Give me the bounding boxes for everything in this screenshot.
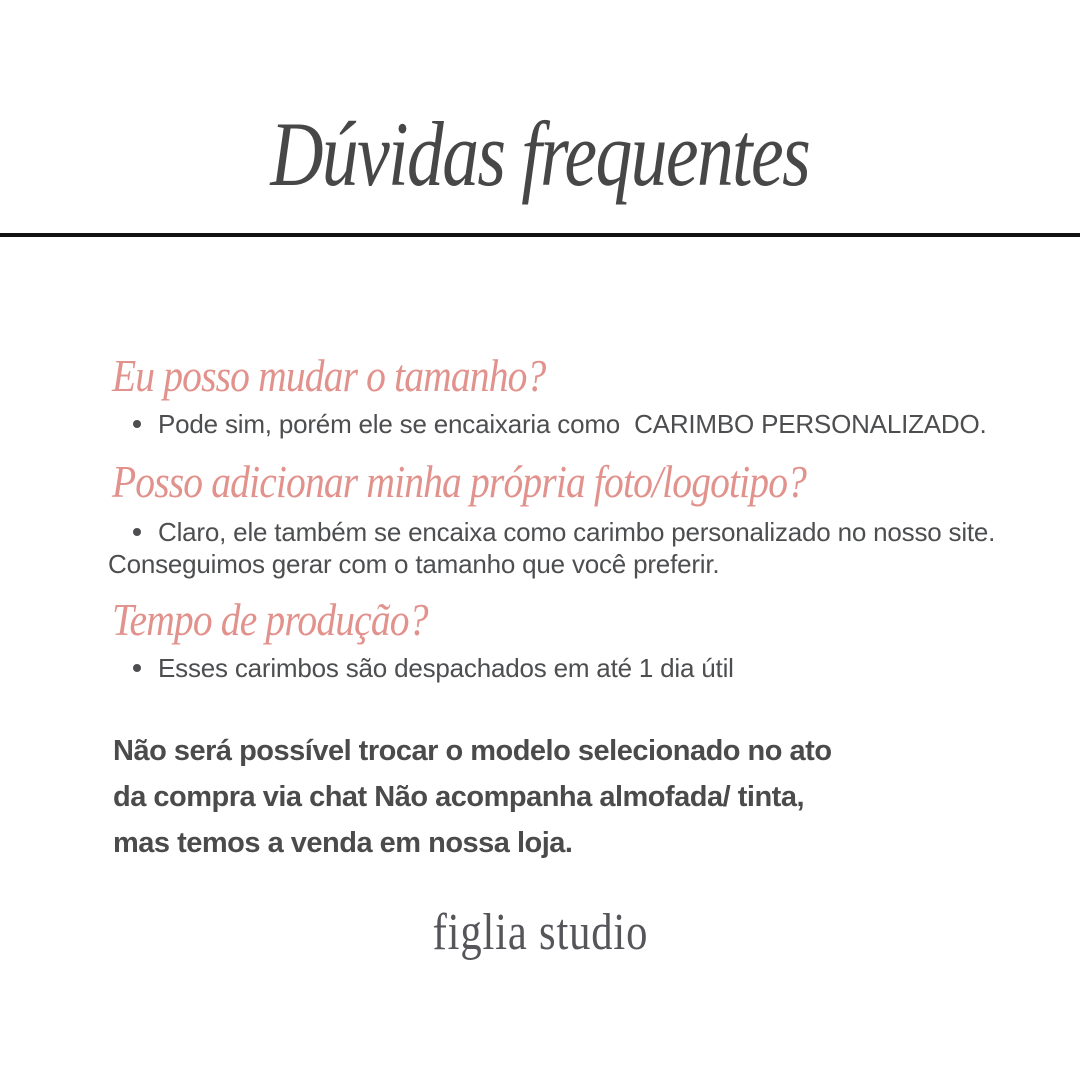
bullet-dot bbox=[133, 528, 141, 536]
faq-answer-2 bbox=[108, 516, 1020, 580]
answer-text: Conseguimos gerar com o tamanho que você preferir. bbox=[108, 549, 720, 579]
bullet-dot bbox=[133, 664, 141, 672]
answer-text: Esses carimbos são despachados em até 1 dia útil bbox=[158, 653, 734, 683]
page-title bbox=[0, 103, 1080, 205]
answer-text: Pode sim, porém ele se encaixaria como CARIMBO PERSONALIZADO. bbox=[158, 409, 987, 439]
note-line-2: da compra via chat Não acompanha almofada/ tinta, bbox=[113, 781, 805, 813]
answer-line bbox=[108, 408, 1020, 440]
note-line-1: Não será possível trocar o modelo selecionado no ato bbox=[113, 735, 832, 767]
divider-line bbox=[0, 233, 1080, 237]
faq-question-2: Posso adicionar minha própria foto/logotipo? bbox=[112, 456, 807, 507]
faq-question-1: Eu posso mudar o tamanho? bbox=[112, 350, 546, 401]
page-title-text: Dúvidas frequentes bbox=[270, 103, 810, 205]
disclaimer-note bbox=[113, 728, 832, 866]
brand-logo bbox=[0, 902, 1080, 964]
faq-answer-3 bbox=[108, 652, 1020, 684]
answer-line bbox=[108, 516, 1020, 548]
answer-text: Claro, ele também se encaixa como carimbo personalizado no nosso site. bbox=[158, 517, 996, 547]
note-line-3: mas temos a venda em nossa loja. bbox=[113, 827, 573, 859]
brand-logo-text: figlia studio bbox=[432, 904, 648, 961]
answer-line bbox=[108, 652, 1020, 684]
answer-line-continuation bbox=[108, 548, 1020, 580]
faq-answer-1 bbox=[108, 408, 1020, 440]
bullet-dot bbox=[133, 420, 141, 428]
faq-question-3: Tempo de produção? bbox=[112, 594, 428, 645]
